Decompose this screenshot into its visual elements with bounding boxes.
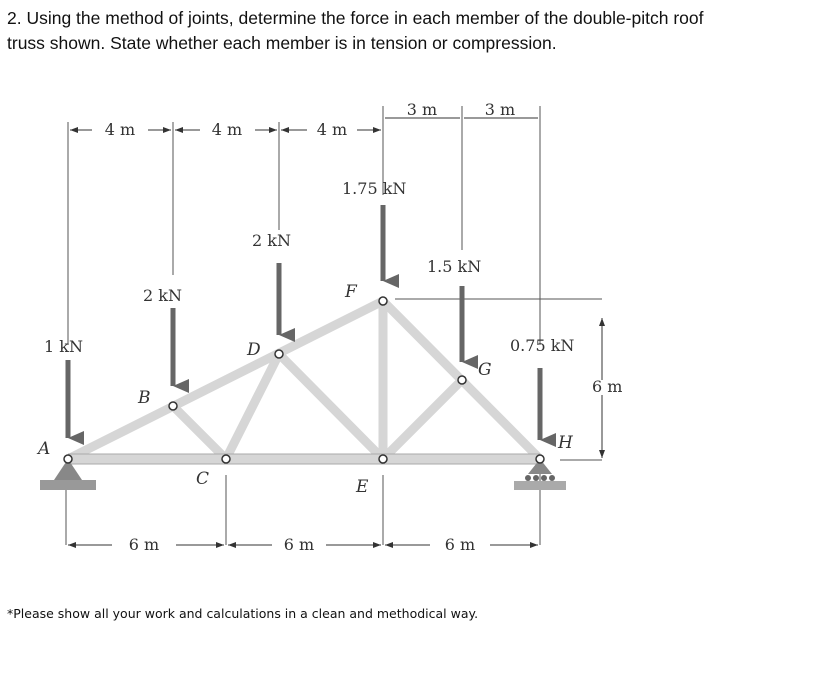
dim-label-top-5: 3 m: [484, 100, 516, 119]
problem-line-2: truss shown. State whether each member is in tension or compression.: [7, 33, 557, 53]
problem-line-1: 2. Using the method of joints, determine the force in each member of the double-pitch roof: [7, 8, 704, 28]
joint-label-E: E: [356, 477, 369, 497]
dim-label-bottom-2: 6 m: [283, 535, 315, 554]
load-label-H: 0.75 kN: [510, 336, 575, 355]
dim-label-top-1: 4 m: [104, 120, 136, 139]
instruction-note: *Please show all your work and calculations in a clean and methodical way.: [7, 606, 479, 621]
load-label-G: 1.5 kN: [427, 257, 482, 276]
joint-label-D: D: [247, 340, 261, 360]
dim-label-bottom-1: 6 m: [128, 535, 160, 554]
dim-label-bottom-3: 6 m: [444, 535, 476, 554]
truss-members: [68, 301, 540, 459]
joint-label-B: B: [138, 388, 151, 408]
joint-label-G: G: [478, 360, 492, 380]
joint-label-C: C: [196, 469, 210, 489]
dim-label-height: 6 m: [592, 377, 623, 396]
load-label-A: 1 kN: [44, 337, 83, 356]
load-label-B: 2 kN: [143, 286, 182, 305]
joint-label-A: A: [38, 439, 51, 459]
joint-label-H: H: [558, 433, 573, 453]
load-label-D: 2 kN: [252, 231, 291, 250]
dim-label-top-4: 3 m: [406, 100, 438, 119]
load-label-F: 1.75 kN: [342, 179, 407, 198]
joint-label-F: F: [345, 282, 357, 302]
dim-label-top-3: 4 m: [316, 120, 348, 139]
dim-label-top-2: 4 m: [211, 120, 243, 139]
